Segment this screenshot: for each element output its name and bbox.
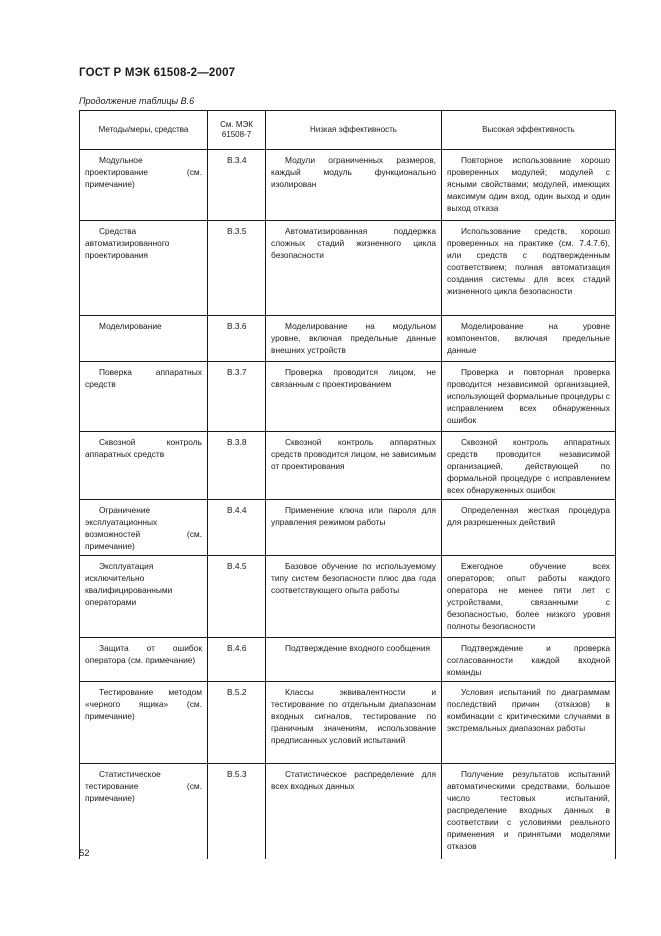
table-row xyxy=(80,432,616,500)
method-cell: Защита от ошибок оператора (см. примечание) xyxy=(80,638,208,682)
table-caption: Продолжение таблицы В.6 xyxy=(79,96,195,106)
low-effectiveness-cell: Моделирование на модульном уровне, включая предельные данные внешних устройств xyxy=(266,316,442,362)
high-effectiveness-cell: Использование средств, хорошо проверенных на практике (см. 7.4.7.6), или средств с подтвержденным соответствием; полная автоматизация создания системы для всех стадий жизненного цикла безопасности xyxy=(442,221,616,316)
reference-cell: В.3.8 xyxy=(208,432,266,500)
method-cell: Тестирование методом «черного ящика» (см. примечание) xyxy=(80,682,208,764)
reference-cell: В.4.4 xyxy=(208,500,266,556)
low-effectiveness-cell: Проверка проводится лицом, не связанным с проектированием xyxy=(266,362,442,432)
reference-cell: В.4.5 xyxy=(208,556,266,638)
method-cell: Сквозной контроль аппаратных средств xyxy=(80,432,208,500)
method-cell: Моделирование xyxy=(80,316,208,362)
high-effectiveness-cell: Повторное использование хорошо проверенных модулей; модулей с ясными свойствами; модулей, имеющих максимум один вход, один выход и один выход отказа xyxy=(442,150,616,221)
high-effectiveness-cell: Проверка и повторная проверка проводится независимой организацией, использующей формальные процедуры с исправлением всех обнаруженных ошибок xyxy=(442,362,616,432)
table-row xyxy=(80,362,616,432)
method-cell: Модульное проектирование (см. примечание) xyxy=(80,150,208,221)
table-row xyxy=(80,556,616,638)
column-header-reference: См. МЭК 61508-7 xyxy=(208,111,266,150)
reference-cell: В.4.6 xyxy=(208,638,266,682)
reference-cell: В.5.3 xyxy=(208,764,266,859)
high-effectiveness-cell: Ежегодное обучение всех операторов; опыт работы каждого оператора не менее пяти лет с устройствами, связанными с безопасностью, более низкого уровня полноты безопасности xyxy=(442,556,616,638)
table-row xyxy=(80,221,616,316)
column-header-method: Методы/меры, средства xyxy=(80,111,208,150)
column-header-low-effectiveness: Низкая эффективность xyxy=(266,111,442,150)
table-row xyxy=(80,316,616,362)
high-effectiveness-cell: Получение результатов испытаний автоматическими средствами, большое число тестовых испытаний, распределение входных данных в соответствии с условиями реального применения и принятыми моделями отказов xyxy=(442,764,616,859)
method-cell: Поверка аппаратных средств xyxy=(80,362,208,432)
low-effectiveness-cell: Автоматизированная поддержка сложных стадий жизненного цикла безопасности xyxy=(266,221,442,316)
reference-cell: В.3.7 xyxy=(208,362,266,432)
reference-cell: В.3.5 xyxy=(208,221,266,316)
table-row xyxy=(80,150,616,221)
high-effectiveness-cell: Условия испытаний по диаграммам последствий причин (отказов) в комбинации с критическими случаями в экстремальных диапазонах работы xyxy=(442,682,616,764)
method-cell: Ограничение эксплуатационных возможностей (см. примечание) xyxy=(80,500,208,556)
table-row xyxy=(80,764,616,859)
low-effectiveness-cell: Подтверждение входного сообщения xyxy=(266,638,442,682)
high-effectiveness-cell: Моделирование на уровне компонентов, включая предельные данные xyxy=(442,316,616,362)
reference-cell: В.3.6 xyxy=(208,316,266,362)
high-effectiveness-cell: Сквозной контроль аппаратных средств проводится независимой организацией, действующей по формальной процедуре с исправлением всех обнаруженных ошибок xyxy=(442,432,616,500)
page-number: 52 xyxy=(79,848,90,859)
high-effectiveness-cell: Определенная жесткая процедура для разрешенных действий xyxy=(442,500,616,556)
document-header: ГОСТ Р МЭК 61508-2—2007 xyxy=(79,67,236,79)
low-effectiveness-cell: Сквозной контроль аппаратных средств проводится лицом, не зависимым от проектирования xyxy=(266,432,442,500)
method-cell: Средства автоматизированного проектирования xyxy=(80,221,208,316)
low-effectiveness-cell: Базовое обучение по используемому типу систем безопасности плюс два года соответствующего опыта работы xyxy=(266,556,442,638)
table-row xyxy=(80,638,616,682)
reference-cell: В.3.4 xyxy=(208,150,266,221)
table-header-row xyxy=(80,111,616,150)
table-row xyxy=(80,682,616,764)
table-row xyxy=(80,500,616,556)
high-effectiveness-cell: Подтверждение и проверка согласованности каждой входной команды xyxy=(442,638,616,682)
reference-cell: В.5.2 xyxy=(208,682,266,764)
methods-table xyxy=(79,110,616,859)
low-effectiveness-cell: Применение ключа или пароля для управления режимом работы xyxy=(266,500,442,556)
column-header-high-effectiveness: Высокая эффективность xyxy=(442,111,616,150)
low-effectiveness-cell: Модули ограниченных размеров, каждый модуль функционально изолирован xyxy=(266,150,442,221)
low-effectiveness-cell: Классы эквивалентности и тестирование по отдельным диапазонам входных сигналов, тестирование по граничным значениям, использование предписанных условий испытаний xyxy=(266,682,442,764)
low-effectiveness-cell: Статистическое распределение для всех входных данных xyxy=(266,764,442,859)
method-cell: Статистическое тестирование (см. примечание) xyxy=(80,764,208,859)
method-cell: Эксплуатация исключительно квалифицированными операторами xyxy=(80,556,208,638)
